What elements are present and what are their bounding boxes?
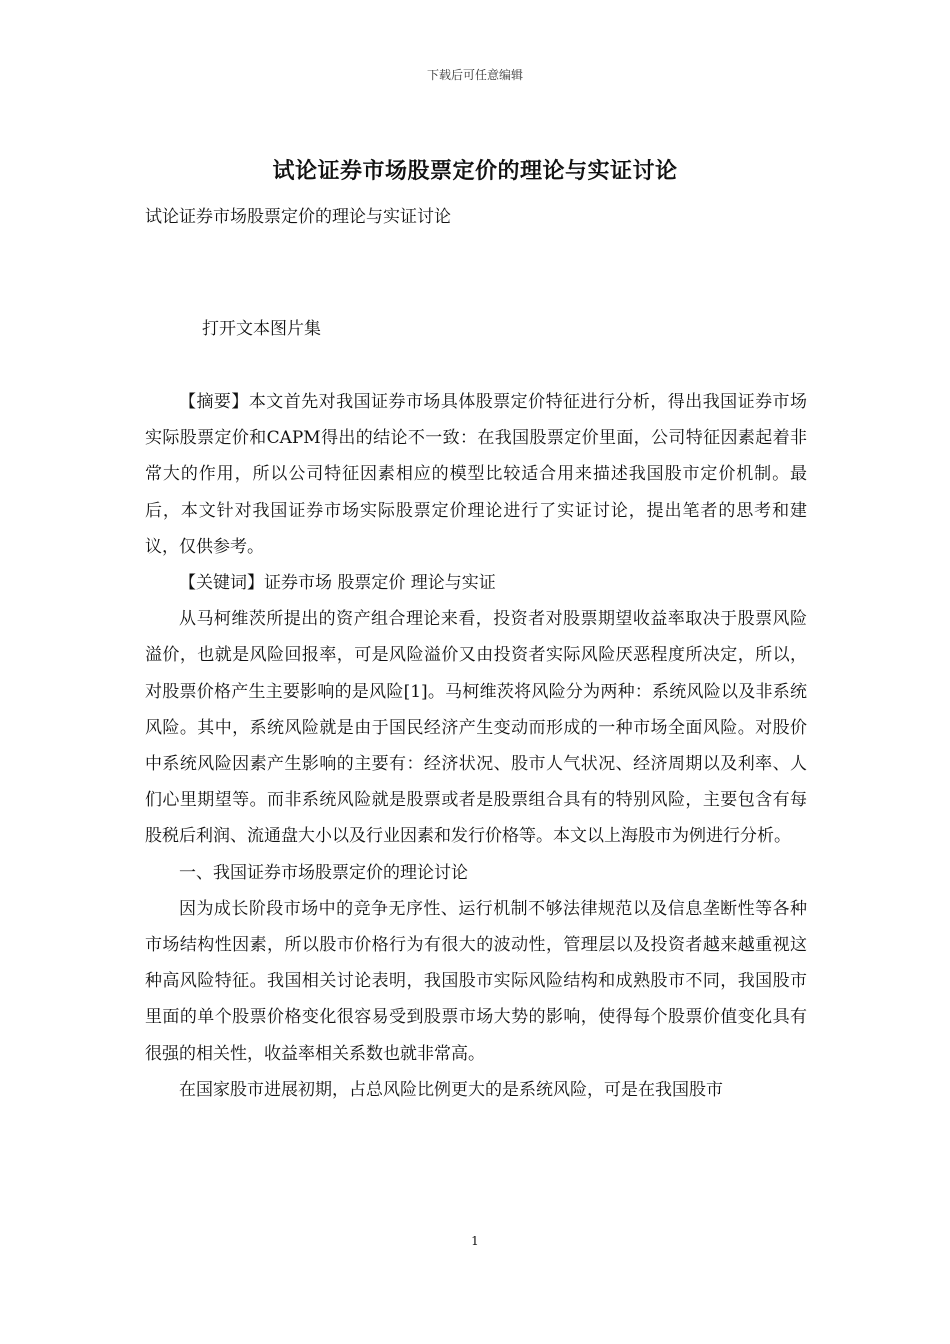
body-paragraph: 在国家股市进展初期，占总风险比例更大的是系统风险，可是在我国股市 <box>179 1079 723 1100</box>
abstract-paragraph: 【摘要】本文首先对我国证券市场具体股票定价特征进行分析，得出我国证券市场实际股票定价和CAPM得出的结论不一致：在我国股票定价里面，公司特征因素起着非常大的作用，所以公司特征因素相应的模型比较适合用来描述我国股市定价机制。最后，本文针对我国证券市场实际股票定价理论进行了实证讨论，提出笔者的思考和建议，仅供参考。 <box>145 392 807 557</box>
page-number: 1 <box>471 1234 479 1248</box>
section-heading: 一、我国证券市场股票定价的理论讨论 <box>179 862 468 883</box>
document-body <box>145 384 807 1108</box>
keywords-paragraph: 【关键词】证券市场 股票定价 理论与实证 <box>179 573 496 594</box>
body-paragraph: 因为成长阶段市场中的竞争无序性、运行机制不够法律规范以及信息垄断性等各种市场结构性因素，所以股市价格行为有很大的波动性，管理层以及投资者越来越重视这种高风险特征。我国相关讨论表明，我国股市实际风险结构和成熟股市不同，我国股市里面的单个股票价格变化很容易受到股票市场大势的影响，使得每个股票价值变化具有很强的相关性，收益率相关系数也就非常高。 <box>145 898 807 1064</box>
open-image-gallery-link[interactable]: 打开文本图片集 <box>202 319 321 339</box>
document-subtitle: 试论证券市场股票定价的理论与实证讨论 <box>145 207 451 227</box>
document-title: 试论证券市场股票定价的理论与实证讨论 <box>272 158 678 184</box>
body-paragraph: 从马柯维茨所提出的资产组合理论来看，投资者对股票期望收益率取决于股票风险溢价，也就是风险回报率，可是风险溢价又由投资者实际风险厌恶程度所决定，所以，对股票价格产生主要影响的是风险[1]。马柯维茨将风险分为两种：系统风险以及非系统风险。其中，系统风险就是由于国民经济产生变动而形成的一种市场全面风险。对股价中系统风险因素产生影响的主要有：经济状况、股市人气状况、经济周期以及利率、人们心里期望等。而非系统风险就是股票或者是股票组合具有的特别风险，主要包含有每股税后利润、流通盘大小以及行业因素和发行价格等。本文以上海股市为例进行分析。 <box>145 609 807 847</box>
page-header: 下载后可任意编辑 <box>426 68 523 82</box>
